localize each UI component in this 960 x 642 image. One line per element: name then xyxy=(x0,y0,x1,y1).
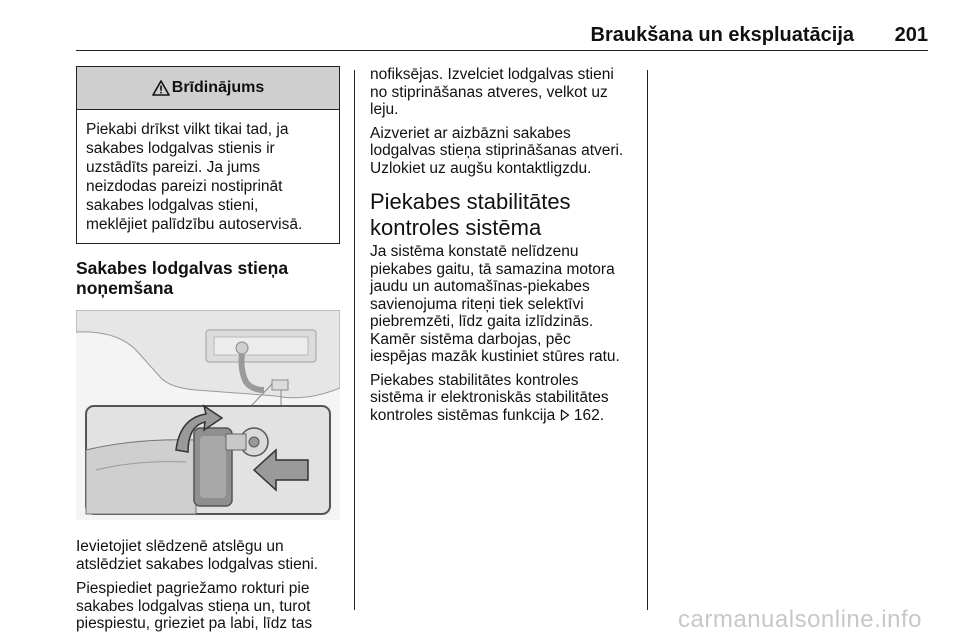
column-divider-left xyxy=(354,70,355,610)
heading-line: Sakabes lodgalvas stieņa xyxy=(76,258,289,278)
warning-line: sakabes lodgalvas stieni, xyxy=(86,197,259,214)
text-line: atslēdziet sakabes lodgalvas stieni. xyxy=(76,555,319,573)
paragraph-insert-key xyxy=(76,538,340,573)
warning-line: meklējiet palīdzību autoservisā. xyxy=(86,216,303,233)
heading-line: Piekabes stabilitātes xyxy=(370,189,571,214)
warning-title: Brīdinājums xyxy=(171,79,265,96)
text-line: Kamēr sistēma darbojas, pēc xyxy=(370,330,571,348)
text-line: jaudu un automašīnas-piekabes xyxy=(370,278,590,295)
text-line: leju. xyxy=(370,101,399,118)
warning-header xyxy=(77,67,339,110)
page-header xyxy=(76,0,928,51)
text-line: Ievietojiet slēdzenē atslēgu un xyxy=(76,538,284,555)
column-divider-right xyxy=(647,70,648,610)
towbar-illustration xyxy=(76,310,340,520)
text-line: piespiestu, grieziet pa labi, līdz tas xyxy=(76,615,313,632)
cross-reference-arrow-icon[interactable] xyxy=(560,409,570,421)
paragraph-press-handle xyxy=(76,580,340,633)
warning-text xyxy=(77,110,339,243)
warning-line: neizdodas pareizi nostiprināt xyxy=(86,178,283,195)
section-heading-removal xyxy=(76,258,340,298)
warning-triangle-icon xyxy=(152,80,170,96)
text-line: Ja sistēma konstatē nelīdzenu xyxy=(370,243,579,260)
text-line: iespējas mazāk kustiniet stūres ratu. xyxy=(370,348,620,365)
text-line: lodgalvas stieņa stiprināšanas atveri. xyxy=(370,142,624,159)
page-reference-link[interactable]: 162. xyxy=(573,406,605,424)
text-line: piebremzēti, līdz gaita izlīdzinās. xyxy=(370,313,594,330)
towbar-removal-drawing xyxy=(76,310,340,520)
text-line: nofiksējas. Izvelciet lodgalvas stieni xyxy=(370,66,614,83)
text-line: Aizveriet ar aizbāzni sakabes xyxy=(370,124,571,142)
heading-line: kontroles sistēma xyxy=(370,215,542,240)
text-line: savienojuma riteņi tiek selektīvi xyxy=(370,295,584,313)
text-line: piekabes gaitu, tā samazina motora xyxy=(370,260,615,278)
section-heading-stability xyxy=(370,189,638,241)
text-line: Uzlokiet uz augšu kontaktligzdu. xyxy=(370,159,592,177)
text-line: sistēma ir elektroniskās stabilitātes xyxy=(370,389,609,406)
warning-line: Piekabi drīkst vilkt tikai tad, ja xyxy=(86,121,289,138)
paragraph-close-opening xyxy=(370,125,638,178)
text-line: kontroles sistēmas funkcija xyxy=(370,406,556,424)
page-number: 201 xyxy=(894,24,928,46)
watermark: carmanualsonline.info xyxy=(678,606,922,633)
warning-line: sakabes lodgalvas stienis ir xyxy=(86,140,275,157)
text-line: no stiprināšanas atveres, velkot uz xyxy=(370,83,608,101)
warning-box xyxy=(76,66,340,244)
header-title: Braukšana un ekspluatācija xyxy=(590,24,854,46)
text-line: Piekabes stabilitātes kontroles xyxy=(370,371,579,389)
paragraph-continued xyxy=(370,66,638,119)
text-line: sakabes lodgalvas stieņa un, turot xyxy=(76,597,311,615)
warning-line: uzstādīts pareizi. Ja jums xyxy=(86,159,261,176)
paragraph-stability-desc xyxy=(370,243,638,366)
column-1 xyxy=(76,66,340,633)
heading-line: noņemšana xyxy=(76,278,174,298)
column-2 xyxy=(370,66,638,424)
text-line: Piespiediet pagriežamo rokturi pie xyxy=(76,580,310,597)
paragraph-stability-function xyxy=(370,372,638,425)
